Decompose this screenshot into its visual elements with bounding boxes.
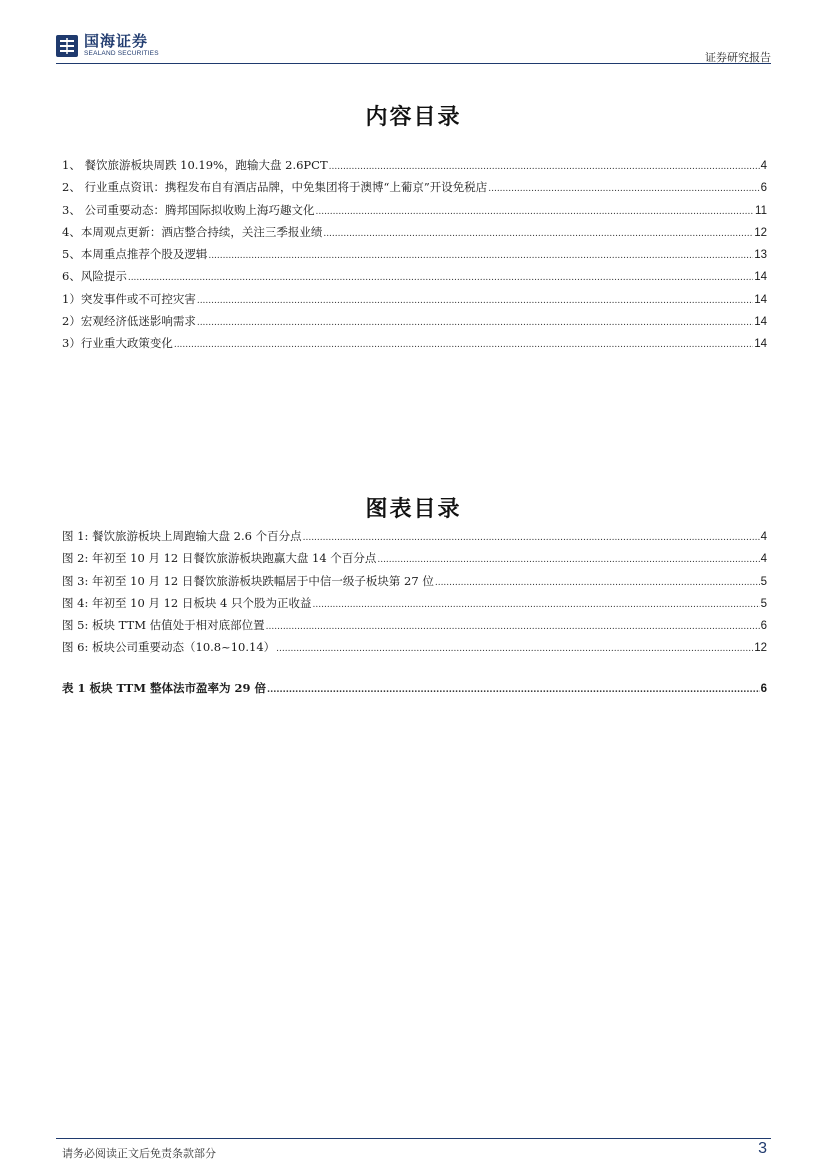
- toc-entry-label: 6、风险提示: [62, 269, 127, 284]
- dot-leader: [128, 269, 753, 283]
- figure-entry-page: 5: [760, 575, 767, 588]
- toc-entry[interactable]: [62, 313, 767, 335]
- contents-list: [62, 157, 767, 358]
- toc-entry-page: 11: [755, 204, 767, 217]
- dot-leader: [315, 203, 754, 217]
- toc-entry-page: 12: [754, 226, 767, 239]
- toc-entry-page: 14: [754, 316, 767, 329]
- dot-leader: [267, 681, 760, 695]
- logo-english-name: SEALAND SECURITIES: [84, 50, 159, 57]
- figure-entry[interactable]: [62, 550, 767, 572]
- tables-list: [62, 680, 767, 702]
- figure-entry[interactable]: [62, 617, 767, 639]
- dot-leader: [276, 640, 753, 654]
- figures-title: 图表目录: [365, 497, 462, 522]
- dot-leader: [313, 596, 760, 610]
- toc-entry-label: 2）宏观经济低迷影响需求: [62, 314, 196, 329]
- figure-entry-label: 图 3: 年初至 10 月 12 日餐饮旅游板块跌幅居于中信一级子板块第 27 位: [62, 573, 434, 588]
- logo-chinese-name: 国海证券: [84, 32, 149, 50]
- toc-entry-label: 1、 餐饮旅游板块周跌 10.19%，跑输大盘 2.6PCT: [62, 158, 328, 172]
- toc-entry[interactable]: [62, 157, 767, 179]
- figure-entry-label: 图 2: 年初至 10 月 12 日餐饮旅游板块跑赢大盘 14 个百分点: [62, 551, 377, 566]
- company-logo: [56, 34, 159, 58]
- figure-entry-page: 5: [760, 597, 767, 610]
- dot-leader: [377, 551, 759, 565]
- figure-entry-label: 图 1: 餐饮旅游板块上周跑输大盘 2.6 个百分点: [62, 529, 302, 543]
- figure-entry[interactable]: [62, 595, 767, 617]
- dot-leader: [303, 529, 760, 543]
- toc-entry[interactable]: [62, 335, 767, 357]
- toc-entry-page: 14: [754, 338, 767, 351]
- toc-entry[interactable]: [62, 202, 767, 224]
- figure-entry-page: 4: [760, 553, 767, 566]
- report-type-label: 证券研究报告: [705, 51, 771, 64]
- figure-entry[interactable]: [62, 528, 767, 550]
- figure-entry-page: 12: [754, 642, 767, 655]
- dot-leader: [323, 225, 753, 239]
- footer-divider: [56, 1138, 771, 1139]
- figure-entry[interactable]: [62, 573, 767, 595]
- dot-leader: [488, 180, 759, 194]
- page-number: 3: [758, 1140, 767, 1157]
- dot-leader: [266, 618, 760, 632]
- table-entry-label: 表 1 板块 TTM 整体法市盈率为 29 倍: [62, 681, 266, 695]
- toc-entry-page: 6: [760, 182, 767, 195]
- toc-entry[interactable]: [62, 268, 767, 290]
- toc-entry-page: 13: [754, 249, 767, 262]
- toc-entry-page: 14: [754, 271, 767, 284]
- figures-list: [62, 528, 767, 662]
- dot-leader: [208, 247, 753, 261]
- figure-entry-label: 图 4: 年初至 10 月 12 日板块 4 只个股为正收益: [62, 595, 312, 610]
- toc-entry-label: 3、 公司重要动态：腾邦国际拟收购上海巧趣文化: [62, 202, 315, 217]
- toc-entry[interactable]: [62, 224, 767, 246]
- dot-leader: [197, 314, 753, 328]
- figure-entry[interactable]: [62, 639, 767, 661]
- figure-entry-label: 图 6: 板块公司重要动态（10.8~10.14）: [62, 640, 276, 655]
- toc-title: 内容目录: [365, 105, 462, 130]
- toc-entry-page: 14: [754, 293, 767, 306]
- footer-disclaimer: 请务必阅读正文后免责条款部分: [62, 1147, 216, 1160]
- toc-entry-label: 1）突发事件或不可控灾害: [62, 291, 196, 306]
- toc-entry-label: 5、本周重点推荐个股及逻辑: [62, 247, 208, 262]
- toc-entry[interactable]: [62, 291, 767, 313]
- toc-entry-label: 3）行业重大政策变化: [62, 336, 173, 351]
- toc-entry[interactable]: [62, 246, 767, 268]
- table-entry-page: 6: [760, 683, 767, 695]
- dot-leader: [329, 158, 760, 172]
- dot-leader: [435, 574, 760, 588]
- toc-entry-label: 4、本周观点更新：酒店整合持续，关注三季报业绩: [62, 224, 323, 239]
- figure-entry-page: 4: [760, 531, 767, 543]
- dot-leader: [197, 292, 753, 306]
- toc-entry[interactable]: [62, 179, 767, 201]
- figure-entry-label: 图 5: 板块 TTM 估值处于相对底部位置: [62, 618, 265, 633]
- figure-entry-page: 6: [760, 620, 767, 633]
- dot-leader: [174, 336, 753, 350]
- toc-entry-label: 2、 行业重点资讯：携程发布自有酒店品牌，中免集团将于澳博“上葡京”开设免税店: [62, 180, 488, 195]
- table-entry[interactable]: [62, 680, 767, 702]
- toc-entry-page: 4: [760, 160, 767, 172]
- sealand-logo-icon: [56, 35, 78, 57]
- header-divider: [56, 63, 771, 64]
